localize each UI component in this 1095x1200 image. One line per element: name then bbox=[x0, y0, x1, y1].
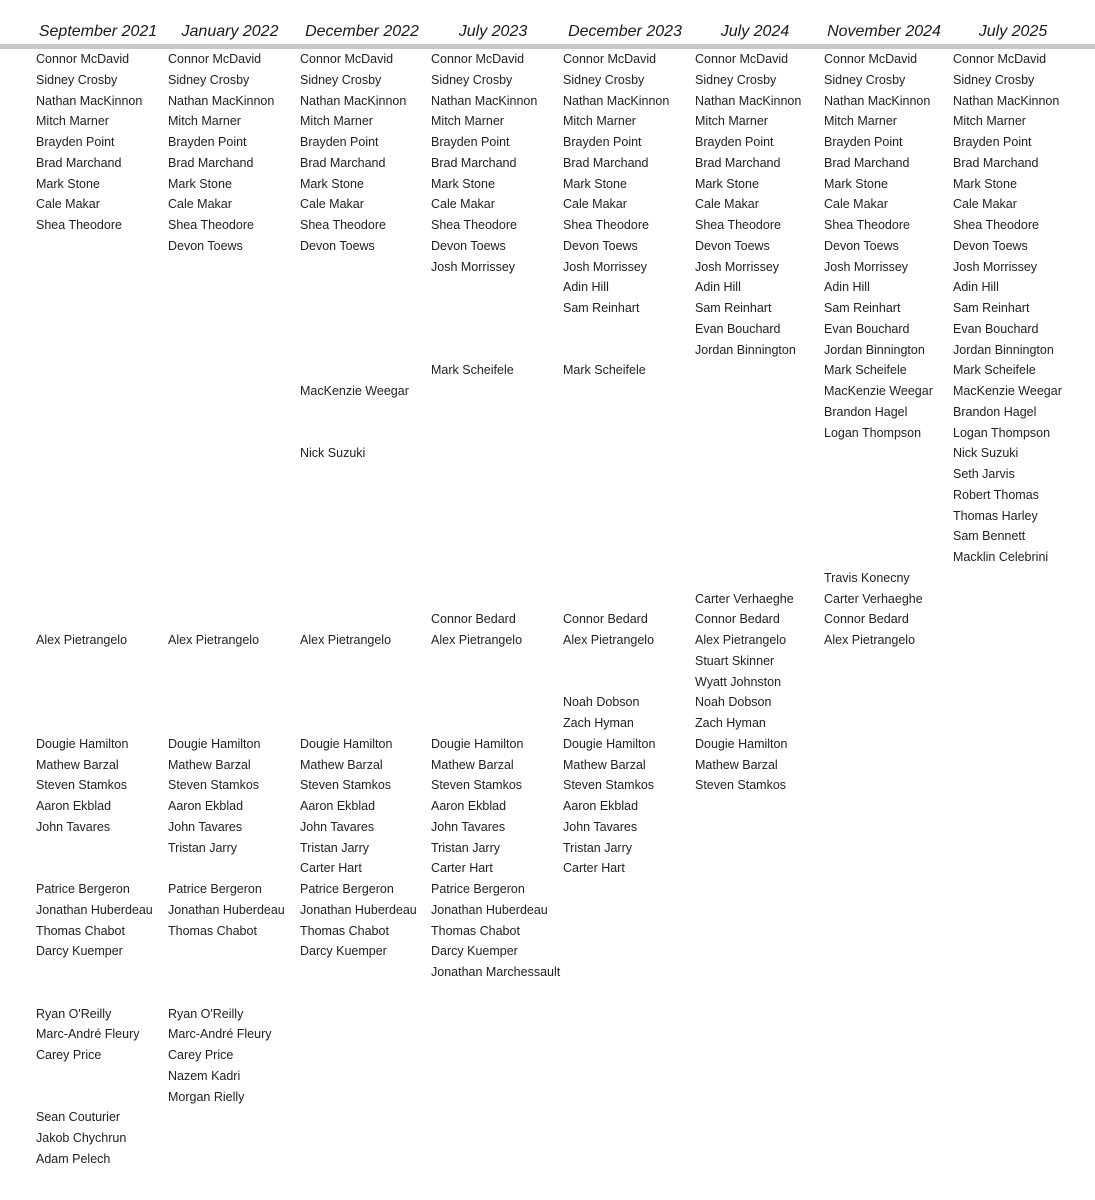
player-name-cell: Evan Bouchard bbox=[953, 321, 1039, 336]
player-name-cell: Brayden Point bbox=[168, 135, 247, 149]
player-name-cell: Carter Verhaeghe bbox=[695, 591, 794, 606]
player-name-cell: Nazem Kadri bbox=[168, 1068, 241, 1083]
player-name-cell: Alex Pietrangelo bbox=[695, 633, 787, 647]
player-name-cell: Mathew Barzal bbox=[431, 757, 514, 772]
player-name-cell: Dougie Hamilton bbox=[695, 736, 788, 751]
player-name-cell: Dougie Hamilton bbox=[563, 736, 656, 751]
player-name-cell: Connor McDavid bbox=[300, 52, 394, 66]
player-name-cell: Devon Toews bbox=[824, 238, 899, 253]
player-name-cell: Mathew Barzal bbox=[168, 757, 251, 772]
player-name-cell: Mark Stone bbox=[824, 176, 888, 191]
player-name-cell: Evan Bouchard bbox=[824, 321, 910, 336]
player-name-cell: Mitch Marner bbox=[300, 114, 373, 129]
player-name-cell: Josh Morrissey bbox=[953, 259, 1038, 274]
player-name-cell: Mark Stone bbox=[563, 176, 627, 191]
player-name-cell: Noah Dobson bbox=[695, 695, 772, 710]
player-name-cell: Sam Reinhart bbox=[695, 301, 772, 315]
player-name-cell: Marc-André Fleury bbox=[168, 1027, 272, 1042]
player-name-cell: Brad Marchand bbox=[695, 155, 781, 170]
player-name-cell: Nathan MacKinnon bbox=[695, 93, 802, 108]
player-name-cell: Cale Makar bbox=[168, 197, 232, 212]
player-name-cell: Macklin Celebrini bbox=[953, 550, 1049, 564]
player-name-cell: Logan Thompson bbox=[824, 425, 922, 440]
player-name-cell: Mitch Marner bbox=[953, 114, 1026, 129]
player-name-cell: Mitch Marner bbox=[824, 114, 897, 129]
player-name-cell: MacKenzie Weegar bbox=[300, 384, 409, 398]
player-name-cell: John Tavares bbox=[431, 819, 506, 834]
player-name-cell: Zach Hyman bbox=[563, 716, 634, 730]
player-name-cell: Mathew Barzal bbox=[300, 757, 383, 772]
player-name-cell: Sam Reinhart bbox=[824, 301, 901, 315]
player-name-cell: Nick Suzuki bbox=[953, 446, 1019, 461]
player-name-cell: Sidney Crosby bbox=[431, 72, 513, 87]
player-name-cell: Alex Pietrangelo bbox=[431, 633, 523, 647]
player-name-cell: Patrice Bergeron bbox=[431, 882, 525, 896]
player-name-cell: Mark Scheifele bbox=[824, 363, 907, 378]
player-name-cell: Carter Hart bbox=[431, 861, 493, 876]
player-name-cell: Mitch Marner bbox=[695, 114, 768, 129]
player-name-cell: Connor Bedard bbox=[824, 612, 909, 627]
player-name-cell: Mathew Barzal bbox=[695, 757, 778, 772]
player-name-cell: Brayden Point bbox=[36, 135, 115, 149]
player-name-cell: Jakob Chychrun bbox=[36, 1131, 127, 1145]
player-name-cell: Devon Toews bbox=[168, 238, 243, 253]
player-name-cell: Stuart Skinner bbox=[695, 653, 775, 668]
player-name-cell: Nathan MacKinnon bbox=[953, 93, 1060, 108]
player-name-cell: Sidney Crosby bbox=[168, 72, 250, 87]
player-name-cell: Jordan Binnington bbox=[953, 342, 1054, 357]
player-name-cell: Tristan Jarry bbox=[168, 840, 237, 855]
player-name-cell: Tristan Jarry bbox=[431, 840, 500, 855]
player-name-cell: Brad Marchand bbox=[563, 155, 649, 170]
player-name-cell: Tristan Jarry bbox=[300, 840, 369, 855]
player-name-cell: Adam Pelech bbox=[36, 1151, 111, 1166]
player-name-cell: Brandon Hagel bbox=[824, 404, 908, 419]
player-name-cell: Brad Marchand bbox=[953, 155, 1039, 170]
column-header: January 2022 bbox=[181, 23, 279, 40]
player-name-cell: Jordan Binnington bbox=[824, 342, 925, 357]
player-name-cell: Shea Theodore bbox=[36, 218, 122, 232]
player-name-cell: Jonathan Huberdeau bbox=[36, 902, 153, 917]
column-header: July 2024 bbox=[720, 23, 790, 40]
player-name-cell: Dougie Hamilton bbox=[36, 736, 129, 751]
player-name-cell: Evan Bouchard bbox=[695, 321, 781, 336]
player-name-cell: Shea Theodore bbox=[300, 218, 386, 232]
player-name-cell: Mark Stone bbox=[695, 176, 759, 191]
player-name-cell: Aaron Ekblad bbox=[563, 799, 639, 813]
player-name-cell: John Tavares bbox=[36, 819, 111, 834]
player-name-cell: Jonathan Huberdeau bbox=[168, 902, 285, 917]
player-name-cell: Sidney Crosby bbox=[824, 72, 906, 87]
player-name-cell: Tristan Jarry bbox=[563, 840, 632, 855]
player-name-cell: MacKenzie Weegar bbox=[824, 384, 933, 398]
player-name-cell: Alex Pietrangelo bbox=[563, 633, 655, 647]
player-name-cell: Alex Pietrangelo bbox=[824, 633, 916, 647]
column-header: December 2022 bbox=[305, 23, 419, 40]
player-name-cell: Josh Morrissey bbox=[563, 259, 648, 274]
player-name-cell: John Tavares bbox=[563, 819, 638, 834]
player-name-cell: Aaron Ekblad bbox=[300, 799, 376, 813]
player-name-cell: Carey Price bbox=[168, 1048, 234, 1062]
player-name-cell: Sam Reinhart bbox=[953, 301, 1030, 315]
player-name-cell: Steven Stamkos bbox=[695, 778, 787, 793]
player-name-cell: Cale Makar bbox=[695, 197, 759, 212]
player-name-cell: Cale Makar bbox=[824, 197, 888, 212]
player-name-cell: Shea Theodore bbox=[695, 218, 781, 232]
player-name-cell: Dougie Hamilton bbox=[300, 736, 393, 751]
header-divider bbox=[0, 44, 1095, 49]
player-name-cell: Steven Stamkos bbox=[563, 778, 655, 793]
player-name-cell: Mitch Marner bbox=[431, 114, 504, 129]
player-name-cell: Marc-André Fleury bbox=[36, 1027, 140, 1042]
player-name-cell: Sam Reinhart bbox=[563, 301, 640, 315]
player-name-cell: Devon Toews bbox=[695, 238, 770, 253]
player-name-cell: Alex Pietrangelo bbox=[36, 633, 128, 647]
player-name-cell: Mathew Barzal bbox=[36, 757, 119, 772]
player-name-cell: Alex Pietrangelo bbox=[300, 633, 392, 647]
player-name-cell: Shea Theodore bbox=[431, 218, 517, 232]
player-name-cell: Steven Stamkos bbox=[300, 778, 392, 793]
player-name-cell: Ryan O'Reilly bbox=[36, 1006, 112, 1021]
player-name-cell: Shea Theodore bbox=[563, 218, 649, 232]
player-name-cell: Mathew Barzal bbox=[563, 757, 646, 772]
player-name-cell: Steven Stamkos bbox=[168, 778, 260, 793]
player-name-cell: Mark Stone bbox=[431, 176, 495, 191]
player-name-cell: Noah Dobson bbox=[563, 695, 640, 710]
player-name-cell: Carter Hart bbox=[563, 861, 625, 876]
player-name-cell: Brayden Point bbox=[300, 135, 379, 149]
player-name-cell: Aaron Ekblad bbox=[431, 799, 507, 813]
player-name-cell: John Tavares bbox=[300, 819, 375, 834]
player-name-cell: Aaron Ekblad bbox=[36, 799, 112, 813]
player-name-cell: Wyatt Johnston bbox=[695, 674, 782, 689]
player-name-cell: Jonathan Marchessault bbox=[431, 965, 561, 979]
player-name-cell: Carey Price bbox=[36, 1048, 102, 1062]
player-name-cell: Brayden Point bbox=[563, 135, 642, 149]
player-name-cell: Seth Jarvis bbox=[953, 467, 1015, 481]
player-name-cell: Mitch Marner bbox=[563, 114, 636, 129]
player-name-cell: Brayden Point bbox=[695, 135, 774, 149]
player-name-cell: Cale Makar bbox=[953, 197, 1017, 212]
player-name-cell: Devon Toews bbox=[953, 238, 1028, 253]
player-name-cell: Thomas Harley bbox=[953, 508, 1038, 523]
player-name-cell: Connor McDavid bbox=[563, 52, 657, 66]
column-header: July 2025 bbox=[978, 23, 1048, 40]
player-name-cell: Nathan MacKinnon bbox=[300, 93, 407, 108]
player-name-cell: Shea Theodore bbox=[168, 218, 254, 232]
player-name-cell: MacKenzie Weegar bbox=[953, 384, 1062, 398]
player-name-cell: Brayden Point bbox=[824, 135, 903, 149]
player-name-cell: Mitch Marner bbox=[168, 114, 241, 129]
player-name-cell: Thomas Chabot bbox=[168, 923, 257, 938]
player-name-cell: Shea Theodore bbox=[953, 218, 1039, 232]
player-name-cell: Morgan Rielly bbox=[168, 1089, 245, 1104]
player-name-cell: Ryan O'Reilly bbox=[168, 1006, 244, 1021]
player-name-cell: Patrice Bergeron bbox=[168, 882, 262, 896]
player-name-cell: Adin Hill bbox=[563, 280, 609, 295]
player-name-cell: Devon Toews bbox=[431, 238, 506, 253]
player-name-cell: Patrice Bergeron bbox=[300, 882, 394, 896]
player-name-cell: Brad Marchand bbox=[824, 155, 910, 170]
player-name-cell: Darcy Kuemper bbox=[431, 944, 518, 959]
player-name-cell: Alex Pietrangelo bbox=[168, 633, 260, 647]
player-name-cell: Darcy Kuemper bbox=[36, 944, 123, 959]
player-name-cell: Mark Stone bbox=[168, 176, 232, 191]
player-name-cell: Cale Makar bbox=[563, 197, 627, 212]
player-name-cell: Sam Bennett bbox=[953, 529, 1026, 544]
player-name-cell: Thomas Chabot bbox=[36, 923, 125, 938]
player-name-cell: Connor Bedard bbox=[431, 612, 516, 627]
player-name-cell: Patrice Bergeron bbox=[36, 882, 130, 896]
player-name-cell: Sidney Crosby bbox=[563, 72, 645, 87]
player-name-cell: Connor Bedard bbox=[695, 612, 780, 627]
player-name-cell: Josh Morrissey bbox=[824, 259, 909, 274]
player-name-cell: Carter Hart bbox=[300, 861, 362, 876]
player-name-cell: Brandon Hagel bbox=[953, 404, 1037, 419]
player-name-cell: Cale Makar bbox=[36, 197, 100, 212]
player-name-cell: Brad Marchand bbox=[36, 155, 122, 170]
column-header: July 2023 bbox=[458, 23, 528, 40]
player-name-cell: Sean Couturier bbox=[36, 1110, 121, 1125]
player-name-cell: Travis Konecny bbox=[824, 570, 910, 585]
player-name-cell: Mark Stone bbox=[300, 176, 364, 191]
player-name-cell: Jordan Binnington bbox=[695, 342, 796, 357]
player-name-cell: Sidney Crosby bbox=[953, 72, 1035, 87]
player-name-cell: Brad Marchand bbox=[168, 155, 254, 170]
player-name-cell: Adin Hill bbox=[695, 280, 741, 295]
player-name-cell: Nick Suzuki bbox=[300, 446, 366, 461]
player-name-cell: Mark Scheifele bbox=[563, 363, 646, 378]
player-name-cell: Mark Stone bbox=[953, 176, 1017, 191]
column-header: December 2023 bbox=[568, 23, 682, 40]
player-name-cell: Zach Hyman bbox=[695, 716, 766, 730]
player-name-cell: Brad Marchand bbox=[431, 155, 517, 170]
player-name-cell: Steven Stamkos bbox=[36, 778, 128, 793]
player-name-cell: Connor McDavid bbox=[695, 52, 789, 66]
player-name-cell: Steven Stamkos bbox=[431, 778, 523, 793]
player-name-cell: Nathan MacKinnon bbox=[168, 93, 275, 108]
player-name-cell: Connor McDavid bbox=[824, 52, 918, 66]
player-name-cell: Mark Scheifele bbox=[431, 363, 514, 378]
player-name-cell: Darcy Kuemper bbox=[300, 944, 387, 959]
player-name-cell: Brad Marchand bbox=[300, 155, 386, 170]
player-name-cell: Nathan MacKinnon bbox=[36, 93, 143, 108]
player-name-cell: Robert Thomas bbox=[953, 487, 1039, 502]
player-name-cell: Dougie Hamilton bbox=[168, 736, 261, 751]
player-name-cell: Cale Makar bbox=[300, 197, 364, 212]
player-name-cell: Mark Stone bbox=[36, 176, 100, 191]
player-name-cell: John Tavares bbox=[168, 819, 243, 834]
player-name-cell: Shea Theodore bbox=[824, 218, 910, 232]
player-name-cell: Jonathan Huberdeau bbox=[431, 902, 548, 917]
player-name-cell: Aaron Ekblad bbox=[168, 799, 244, 813]
player-name-cell: Thomas Chabot bbox=[300, 923, 389, 938]
player-name-cell: Brayden Point bbox=[431, 135, 510, 149]
player-name-cell: Sidney Crosby bbox=[300, 72, 382, 87]
player-name-cell: Mark Scheifele bbox=[953, 363, 1036, 378]
player-name-cell: Devon Toews bbox=[300, 238, 375, 253]
player-name-cell: Devon Toews bbox=[563, 238, 638, 253]
player-name-cell: Connor McDavid bbox=[36, 52, 130, 66]
player-name-cell: Jonathan Huberdeau bbox=[300, 902, 417, 917]
player-name-cell: Adin Hill bbox=[824, 280, 870, 295]
player-name-cell: Connor McDavid bbox=[953, 52, 1047, 66]
player-name-cell: Carter Verhaeghe bbox=[824, 591, 923, 606]
player-name-cell: Mitch Marner bbox=[36, 114, 109, 129]
player-name-cell: Nathan MacKinnon bbox=[824, 93, 931, 108]
player-name-cell: Dougie Hamilton bbox=[431, 736, 524, 751]
player-name-cell: Nathan MacKinnon bbox=[563, 93, 670, 108]
player-name-cell: Brayden Point bbox=[953, 135, 1032, 149]
player-name-cell: Logan Thompson bbox=[953, 425, 1051, 440]
column-header: November 2024 bbox=[827, 23, 941, 40]
player-name-cell: Josh Morrissey bbox=[695, 259, 780, 274]
player-name-cell: Adin Hill bbox=[953, 280, 999, 295]
player-name-cell: Nathan MacKinnon bbox=[431, 93, 538, 108]
player-name-cell: Connor McDavid bbox=[431, 52, 525, 66]
player-name-cell: Thomas Chabot bbox=[431, 923, 520, 938]
column-header: September 2021 bbox=[38, 23, 158, 40]
player-name-cell: Sidney Crosby bbox=[36, 72, 118, 87]
player-name-cell: Connor Bedard bbox=[563, 612, 648, 627]
player-name-cell: Sidney Crosby bbox=[695, 72, 777, 87]
player-name-cell: Connor McDavid bbox=[168, 52, 262, 66]
player-name-cell: Josh Morrissey bbox=[431, 259, 516, 274]
player-name-cell: Cale Makar bbox=[431, 197, 495, 212]
